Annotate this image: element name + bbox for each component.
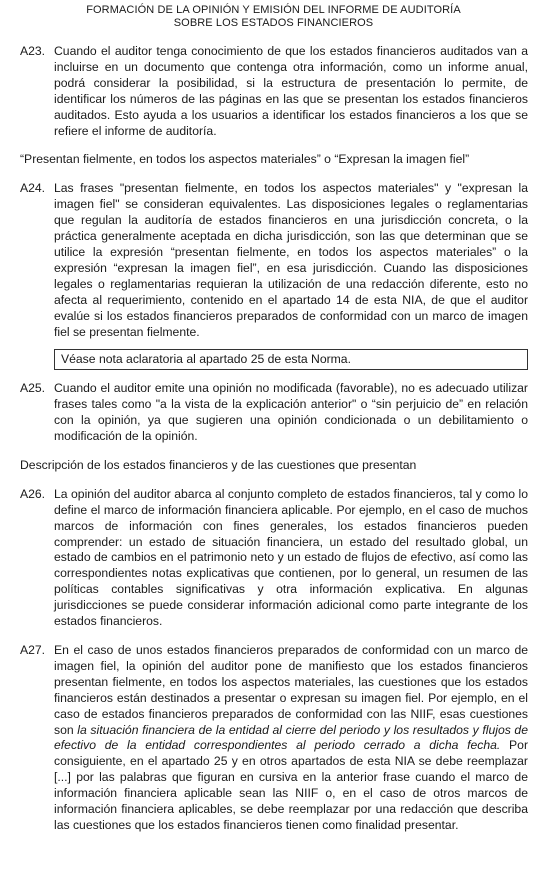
paragraph-text: Cuando el auditor emite una opinión no modificada (favorable), no es adecuado utilizar frases tales como "a la vista de la explicación anterior" o “sin perjuicio de” en relación con la opinión, ya que sugieren una opinión condicionada o un debilitamiento o modificación de la opinión. — [54, 381, 528, 444]
paragraph-number: A26. — [20, 486, 46, 501]
section-heading-presentan-fielmente: “Presentan fielmente, en todos los aspectos materiales” o “Expresan la imagen fiel” — [20, 152, 470, 167]
paragraph-text-part-1: En el caso de unos estados financieros preparados de conformidad con un marco de imagen fiel, la opinión del auditor pone de manifiesto que los estados financieros presentan fielmente, en todos los aspectos materiales, las cuestiones que los estados financieros están destinados a presentar o expresan su imagen fiel. Por ejemplo, en el caso de estados financieros preparados de conformidad con las NIIF, esas cuestiones son — [54, 643, 528, 737]
paragraph-number: A25. — [20, 381, 46, 396]
paragraph-text: Las frases "presentan fielmente, en todos los aspectos materiales" y "expresan la imagen fiel" se consideran equivalentes. Las disposiciones legales o reglamentarias que regulan la auditoría de estados financieros en una jurisdicción concreta, o la práctica generalmente aceptada en dicha jurisdicción, son las que determinan que se utilice la expresión “presentan fielmente, en todos los aspectos materiales” o la expresión “expresan la imagen fiel”, en esa jurisdicción. Cuando las disposiciones legales o reglamentarias requieran la utilización de una redacción diferente, esto no afecta al requerimiento, contenido en el apartado 14 de esta NIA, de que el auditor evalúe si los estados financieros preparados de conformidad con un marco de imagen fiel se presentan fielmente. — [54, 181, 528, 339]
paragraph-number: A27. — [20, 643, 46, 657]
running-header — [0, 4, 547, 30]
document-body — [20, 44, 528, 847]
paragraph-text: Cuando el auditor tenga conocimiento de que los estados financieros auditados van a incluirse en un documento que contenga otra información, como un informe anual, podrá considerar la posibilidad, si la estructura de presentación lo permite, de identificar los números de las páginas en las que se presentan los estados financieros auditados. Esto ayuda a los usuarios a identificar los estados financieros a los que se refiere el informe de auditoría. — [54, 44, 528, 138]
paragraph-number: A23. — [20, 44, 46, 58]
paragraph-a23 — [20, 44, 528, 139]
paragraph-a26 — [20, 487, 528, 630]
paragraph-a27 — [20, 643, 528, 834]
paragraph-a25 — [20, 381, 528, 445]
header-line-1: FORMACIÓN DE LA OPINIÓN Y EMISIÓN DEL INFORME DE AUDITORÍA — [86, 4, 461, 16]
paragraph-text — [54, 643, 528, 834]
header-line-2: SOBRE LOS ESTADOS FINANCIEROS — [173, 17, 374, 29]
paragraph-text-part-2: Por consiguiente, en el apartado 25 y en otros apartados de esta NIA se debe reemplazar [...] por las palabras que figuran en cursiva en la anterior frase cuando el marco de información financiera aplicable sean las NIIF o, en el caso de otros marcos de información financiera aplicables, se debe reemplazar por una redacción que describa las cuestiones que los estados financieros tienen como finalidad presentar. — [54, 738, 528, 832]
paragraph-number: A24. — [20, 181, 46, 196]
paragraph-text: La opinión del auditor abarca al conjunto completo de estados financieros, tal y como lo define el marco de información financiera aplicable. Por ejemplo, en el caso de muchos marcos de información con fines generales, los estados financieros pueden comprender: un estado de situación financiera, un estado del resultado global, un estado de cambios en el patrimonio neto y un estado de flujos de efectivo, así como las correspondientes notas explicativas que contienen, por lo general, un resumen de las políticas contables significativas y otra información explicativa. En algunas jurisdicciones se puede considerar información adicional como parte integrante de los estados financieros. — [54, 486, 528, 629]
section-heading-descripcion: Descripción de los estados financieros y de las cuestiones que presentan — [20, 457, 417, 472]
paragraph-a24 — [20, 181, 528, 340]
paragraph-italic-text: la situación financiera de la entidad al cierre del periodo y los resultados y flujos de efectivo de la entidad correspondientes al periodo cerrado a dicha fecha. — [54, 722, 528, 753]
clarification-note-box: Véase nota aclaratoria al apartado 25 de esta Norma. — [54, 349, 528, 370]
